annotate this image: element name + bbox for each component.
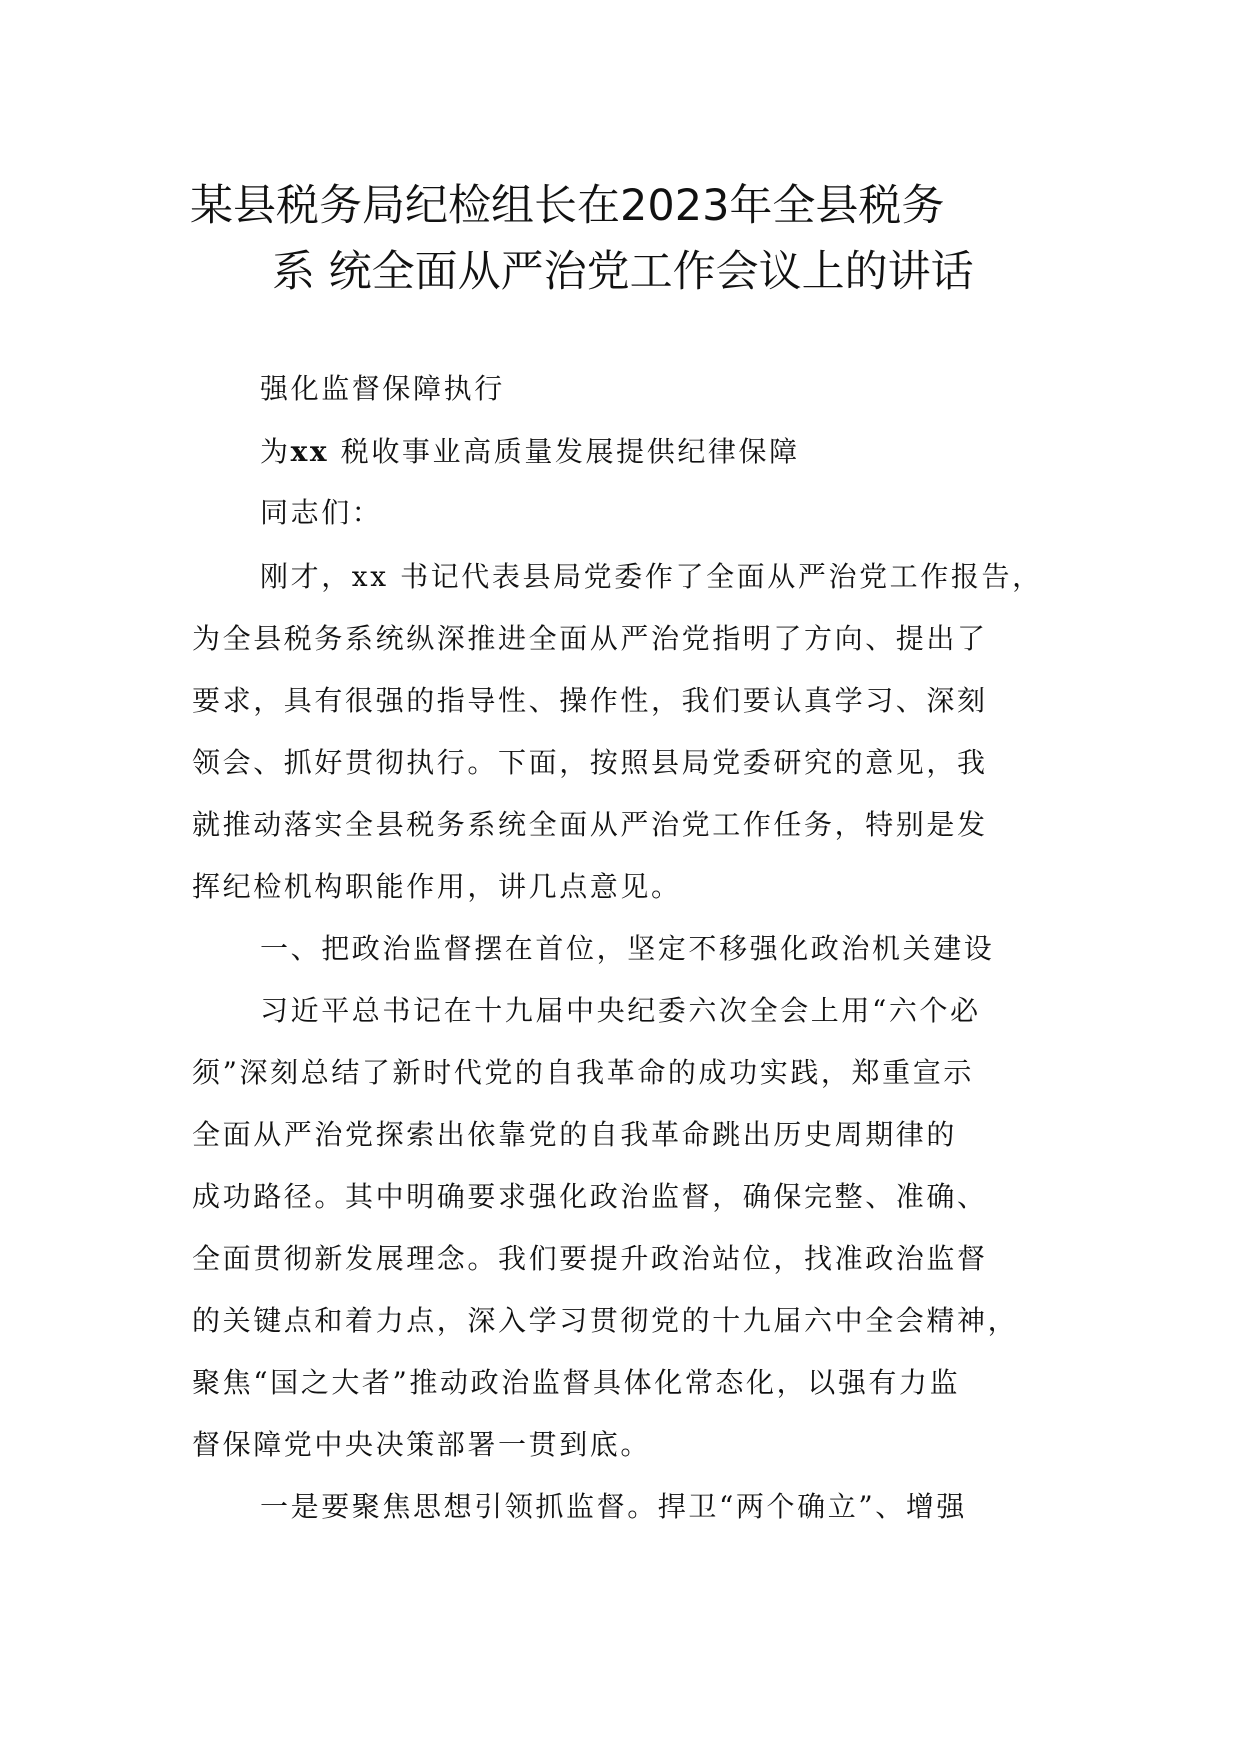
subtitle-line-2 — [260, 432, 800, 472]
body-line: 为全县税务系统纵深推进全面从严治党指明了方向、提出了 — [192, 622, 988, 655]
body-line: 全面贯彻新发展理念。我们要提升政治站位，找准政治监督 — [192, 1242, 988, 1275]
body-line: 一是要聚焦思想引领抓监督。捍卫“两个确立”、增强 — [260, 1490, 968, 1523]
body-line: 聚焦“国之大者”推动政治监督具体化常态化，以强有力监 — [192, 1366, 961, 1399]
subtitle-line-1: 强化监督保障执行 — [260, 372, 505, 405]
body-line: 就推动落实全县税务系统全面从严治党工作任务，特别是发 — [192, 808, 988, 841]
subtitle-placeholder: xx — [290, 435, 330, 468]
body-line: 成功路径。其中明确要求强化政治监督，确保完整、准确、 — [192, 1180, 988, 1213]
body-line: 挥纪检机构职能作用，讲几点意见。 — [192, 870, 682, 903]
body-line: 要求，具有很强的指导性、操作性，我们要认真学习、深刻 — [192, 684, 988, 717]
body-line: 全面从严治党探索出依靠党的自我革命跳出历史周期律的 — [192, 1118, 958, 1151]
body-line: 督保障党中央决策部署一贯到底。 — [192, 1428, 652, 1461]
body-line: 的关键点和着力点，深入学习贯彻党的十九届六中全会精神， — [192, 1304, 1019, 1337]
subtitle-suffix: 税收事业高质量发展提供纪律保障 — [340, 435, 800, 468]
document-title-line-2: 系 统全面从严治党工作会议上的讲话 — [272, 247, 974, 297]
body-line: 习近平总书记在十九届中央纪委六次全会上用“六个必 — [260, 994, 981, 1027]
body-line: 刚才，xx 书记代表县局党委作了全面从严治党工作报告， — [260, 560, 1043, 593]
subtitle-prefix: 为 — [260, 435, 291, 468]
document-title-line-1: 某县税务局纪检组长在2023年全县税务 — [190, 181, 945, 231]
body-line: 须”深刻总结了新时代党的自我革命的成功实践，郑重宣示 — [192, 1056, 974, 1089]
section-heading-1: 一、把政治监督摆在首位，坚定不移强化政治机关建设 — [260, 932, 995, 965]
greeting: 同志们： — [260, 496, 383, 529]
body-line: 领会、抓好贯彻执行。下面，按照县局党委研究的意见，我 — [192, 746, 988, 779]
